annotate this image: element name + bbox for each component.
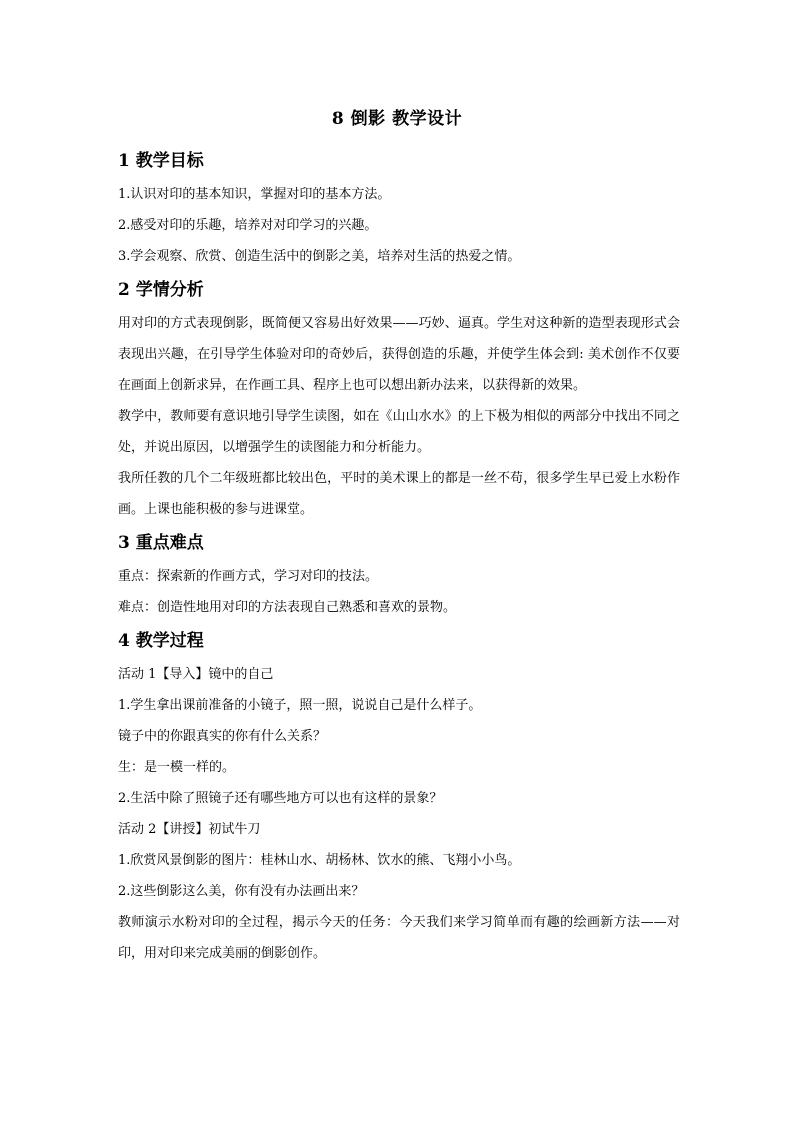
- section-teaching-process: [118, 623, 680, 969]
- paragraph: 2.生活中除了照镜子还有哪些地方可以也有这样的景象？: [118, 791, 443, 806]
- paragraph: 用对印的方式表现倒影，既简便又容易出好效果——巧妙、逼真。学生对这种新的造型表现形式会表现出兴趣，在引导学生体验对印的奇妙后，获得创造的乐趣，并使学生体会到: 美术创作不仅要在画面上创新求异，在作画工具、程序上也可以想出新办法来，以获得新的效果。: [118, 316, 680, 393]
- section-heading: 2 学情分析: [118, 280, 204, 300]
- paragraph: 镜子中的你跟真实的你有什么关系？: [118, 729, 327, 744]
- activity-title: 活动 2【讲授】初试牛刀: [118, 822, 261, 837]
- paragraph: 3.学会观察、欣赏、创造生活中的倒影之美，培养对生活的热爱之情。: [118, 249, 521, 264]
- activity-title: 活动 1【导入】镜中的自己: [118, 667, 274, 682]
- document-title: 8 倒影 教学设计: [331, 109, 463, 129]
- paragraph: 生：是一模一样的。: [118, 760, 236, 775]
- paragraph: 我所任教的几个二年级班都比较出色，平时的美术课上的都是一丝不苟，很多学生早已爱上水粉作画。上课也能积极的参与进课堂。: [118, 471, 680, 517]
- section-key-difficulties: [118, 525, 680, 623]
- paragraph: 1.欣赏风景倒影的图片：桂林山水、胡杨林、饮水的熊、飞翔小小鸟。: [118, 853, 521, 868]
- paragraph: 1.认识对印的基本知识，掌握对印的基本方法。: [118, 187, 391, 202]
- section-teaching-goals: [118, 143, 680, 272]
- paragraph: 1.学生拿出课前准备的小镜子，照一照，说说自己是什么样子。: [118, 698, 482, 713]
- paragraph: 2.感受对印的乐趣，培养对对印学习的兴趣。: [118, 218, 378, 233]
- paragraph: 教学中，教师要有意识地引导学生读图，如在《山山水水》的上下极为相似的两部分中找出不同之处，并说出原因，以增强学生的读图能力和分析能力。: [118, 409, 680, 455]
- section-heading: 1 教学目标: [118, 151, 204, 171]
- paragraph: 教师演示水粉对印的全过程，揭示今天的任务：今天我们来学习简单而有趣的绘画新方法——对印，用对印来完成美丽的倒影创作。: [118, 915, 680, 961]
- paragraph: 难点：创造性地用对印的方法表现自己熟悉和喜欢的景物。: [118, 600, 457, 615]
- paragraph: 2.这些倒影这么美，你有没有办法画出来？: [118, 884, 365, 899]
- paragraph: 重点：探索新的作画方式，学习对印的技法。: [118, 569, 379, 584]
- section-heading: 3 重点难点: [118, 533, 204, 553]
- document-body: [118, 143, 680, 969]
- section-student-analysis: [118, 272, 680, 525]
- section-heading: 4 教学过程: [118, 631, 204, 651]
